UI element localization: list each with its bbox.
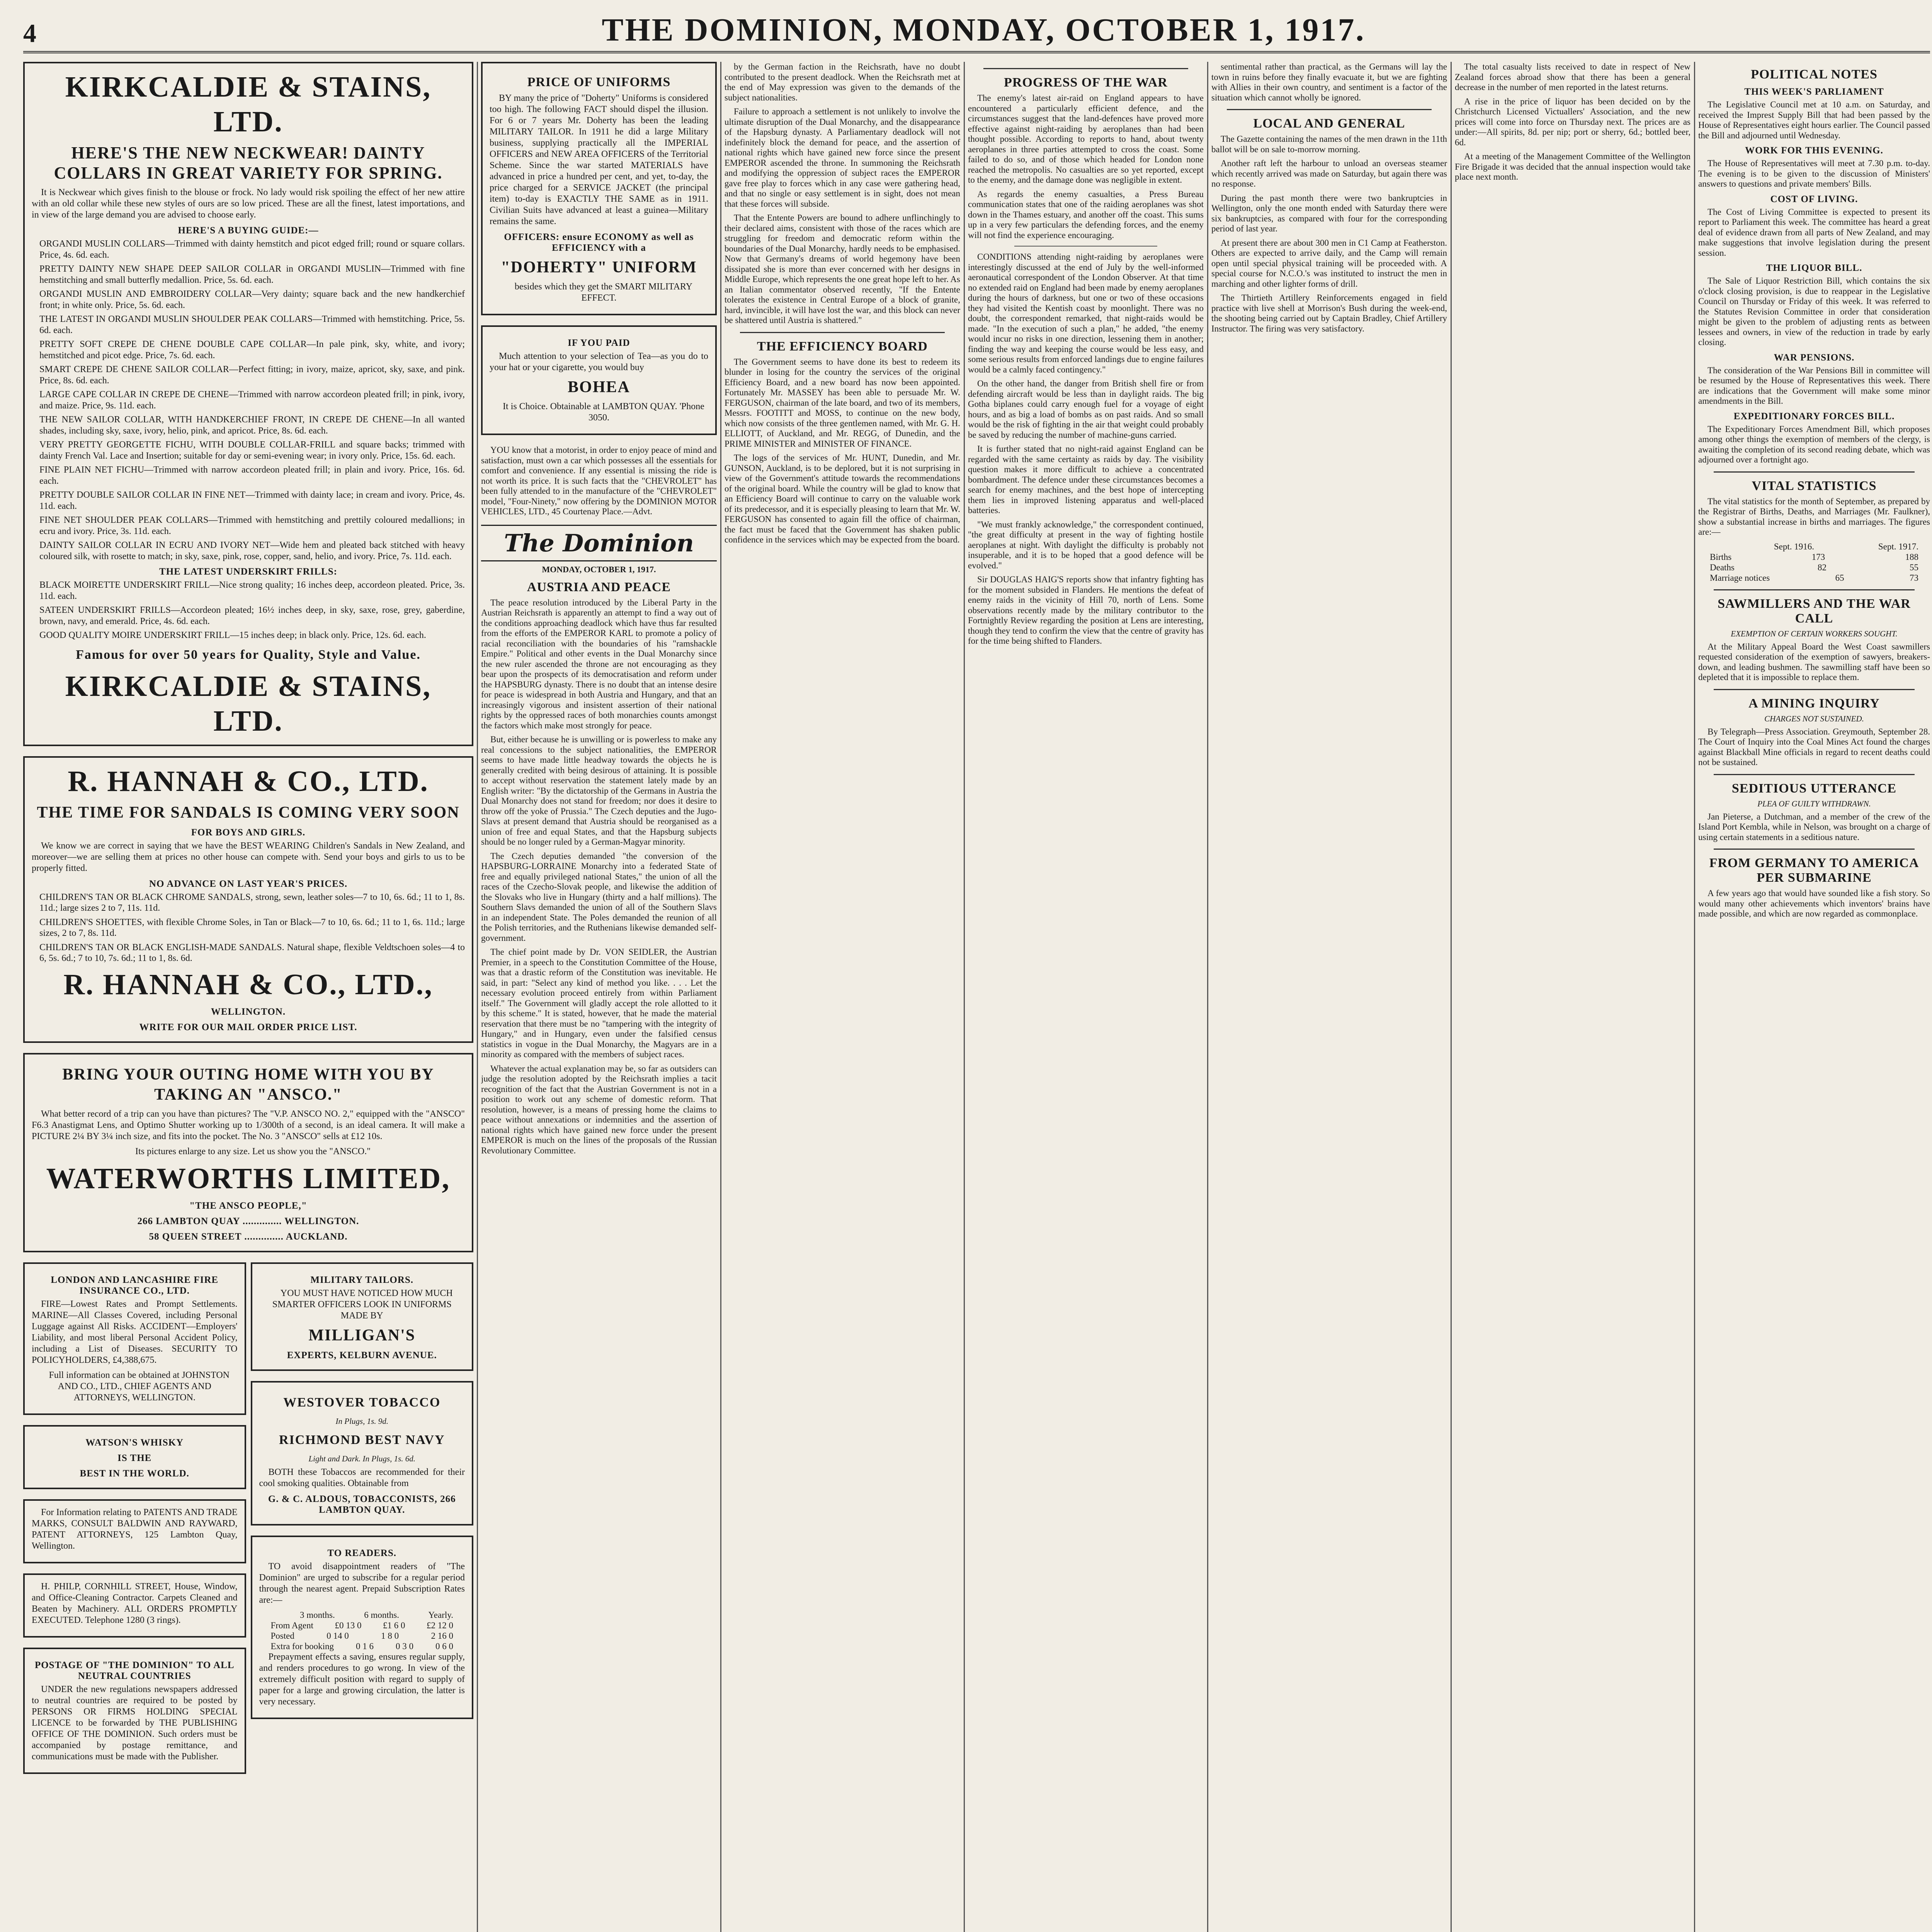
efficiency-paragraph: The logs of the services of Mr. HUNT, Dunedin, and Mr. GUNSON, Auckland, is to be deplored, but it is not surprising in view of the Government's attitude towards the recommendations of the original board. While the country will be glad to know that an Efficiency Board will continue to carry on the valuable work of its predecessor, and it is especially pleasing to learn that Mr. W. FERGUSON has consented to again fill the office of chairman, the fact must be faced that the Government has shaken public confidence in the services which may be expected from the board. — [724, 453, 960, 544]
cost-head: COST OF LIVING. — [1770, 194, 1858, 204]
editorial-paragraph: The chief point made by Dr. VON SEIDLER, the Austrian Premier, in a speech to the Constitution Committee of the House, was that a drastic reform of the Constitution was inevitable. He said, in part: "Select any kind of method you like. . . . Let the necessary evolution proceed entirely from within Parliament itself." The Government will gladly accept the role allotted to it by this scheme." It is stated, however, that he made the material reservation that there must be no "tampering with the integrity of Hungary," and in Hungary, even under the falsified census statistics in vogue in the Dual Monarchy, the Magyars are in a minority as compared with the members of subject races. — [481, 947, 717, 1059]
divider — [1714, 471, 1915, 473]
rates-head-cell: Yearly. — [428, 1610, 453, 1620]
ks-item: FINE NET SHOULDER PEAK COLLARS—Trimmed with hemstitching and prettily coloured medallions; in ecru and ivory. Price, 3s. 11d. each. — [39, 515, 465, 536]
lower-ad-right — [251, 1262, 474, 1784]
ifpaid-body: Much attention to your selection of Tea—as you do to your hat or your cigarette, you would buy — [490, 351, 708, 372]
rates-row — [259, 1631, 465, 1641]
rates-cell: 0 14 0 — [327, 1631, 349, 1641]
column-personal — [1455, 62, 1690, 1932]
ks-item: FINE PLAIN NET FICHU—Trimmed with narrow accordeon pleated frill; in plain and ivory. Price, 16s. 6d. each. — [39, 465, 465, 486]
war-body — [968, 93, 1204, 240]
vital-row — [1698, 562, 1930, 573]
editorial-paragraph: But, either because he is unwilling or is powerless to make any real concessions to the subject nationalities, the EMPEROR seems to have made little headway towards the objects he is generally credited with being desirous of attaining. It is possible to accept without reservation the statement lately made by an English writer: "By the dictatorship of the Germans in Austria the Dual Monarchy does not stand for freedom; nor does it desire to throw off the yoke of Prussia." The Czech deputies and the Jugo-Slavs at present demand that Austria should be reorganised as a union of free and equal States, and that the Hapsburg subjects should be no longer ruled by a German-Magyar minority. — [481, 735, 717, 847]
readers-head: TO READERS. — [327, 1548, 397, 1558]
motor-notice: YOU know that a motorist, in order to enjoy peace of mind and satisfaction, must own a car which possesses all the essentials for comfort and convenience. If any essential is missing the ride is not worth its price. It is such facts that the "CHEVROLET" has been fully attended to in the manufacture of the "CHEVROLET" model, "Four-Ninety," now offering by the DOMINION MOTOR VEHICLES, LTD., 45 Courtenay Place.—Advt. — [481, 445, 717, 516]
mining-sub: CHARGES NOT SUSTAINED. — [1764, 714, 1864, 723]
ks-item: PRETTY DOUBLE SAILOR COLLAR IN FINE NET—Trimmed with dainty lace; in cream and ivory. Price, 4s. 11d. each. — [39, 490, 465, 511]
whisky-line2: IS THE — [117, 1452, 152, 1463]
ll-title: LONDON AND LANCASHIRE FIRE INSURANCE CO., LTD. — [51, 1274, 219, 1296]
vital-cell: Marriage notices — [1710, 573, 1770, 583]
cost-body: The Cost of Living Committee is expected to present its report to Parliament this week. The committee has heard a great deal of evidence drawn from all parts of New Zealand, and may make suggestions that involve legislation during the present session. — [1698, 207, 1930, 258]
divider — [1227, 109, 1432, 110]
war-paragraph: The enemy's latest air-raid on England appears to have encountered a particularly efficient defence, and the circumstances suggest that the land-defences have proved more effective against night-raiding by aeroplanes than had been thought possible. According to reports to hand, about twenty aeroplanes in three parties attempted to cross the coast. Some failed to do so, and of those which headed for London none reached the metropolis. No casualties are so yet reported, except to the enemy, and the damage done was negligible in extent. — [968, 93, 1204, 185]
vital-cell: 188 — [1905, 552, 1918, 562]
work-head: WORK FOR THIS EVENING. — [1745, 145, 1883, 156]
rates-cell: Posted — [270, 1631, 294, 1641]
political-head: POLITICAL NOTES — [1751, 67, 1878, 82]
column-war — [968, 62, 1204, 1932]
liquor-body: The Sale of Liquor Restriction Bill, which contains the six o'clock closing provision, is due to reappear in the Legislative Council on Thursday or Friday of this week. It was referred to the Statutes Revision Committee in order that consideration might be given to the problem of adjusting rents as between lessees and owners, in view of the reduction in trade by early closing. — [1698, 276, 1930, 347]
pensions-body: The consideration of the War Pensions Bill in committee will be resumed by the House of Representatives this week. There are indications that the Government will make some minor amendments in the Bill. — [1698, 365, 1930, 406]
ks-item: ORGANDI MUSLIN AND EMBROIDERY COLLAR—Very dainty; square back and the new handkerchief front; in white only. Price, 5s. 6d. each. — [39, 289, 465, 310]
column-advertisements — [23, 62, 473, 1932]
london-lancashire-ad — [23, 1262, 246, 1415]
rates-cell: £2 12 0 — [426, 1620, 453, 1630]
ansco-note: Its pictures enlarge to any size. Let us show you the "ANSCO." — [135, 1146, 371, 1156]
waterworths-sub: "THE ANSCO PEOPLE," — [189, 1200, 307, 1211]
ks-guide: HERE'S A BUYING GUIDE:— — [178, 225, 319, 236]
rates-note: Prepayment effects a saving, ensures regular supply, and renders procedures to go wrong. In view of the extremely difficult position with regard to supply of paper for a large and growing circulation, the latter is very necessary. — [259, 1651, 465, 1707]
vital-head: VITAL STATISTICS — [1752, 478, 1877, 493]
ansco-headline: BRING YOUR OUTING HOME WITH YOU BY TAKING AN "ANSCO." — [62, 1065, 434, 1104]
bohea-sub: It is Choice. Obtainable at LAMBTON QUAY. 'Phone 3050. — [503, 401, 704, 423]
local-paragraph: The Gazette containing the names of the men drawn in the 11th ballot will be on sale to-morrow morning. — [1211, 134, 1447, 154]
patents-ad — [23, 1499, 246, 1563]
divider — [983, 68, 1188, 69]
column-rule — [720, 62, 721, 1932]
efficiency-body — [724, 357, 960, 545]
ks-frills-list — [32, 580, 465, 641]
ks-item: SMART CREPE DE CHENE SAILOR COLLAR—Perfect fitting; in ivory, maize, apricot, sky, saxe, and pink. Price, 8s. 6d. each. — [39, 364, 465, 386]
germany-body: A few years ago that would have sounded like a fish story. So would many other achievements which inventors' brains have made possible, and which are now regarded as commonplace. — [1698, 888, 1930, 918]
vital-cell: 55 — [1910, 562, 1918, 572]
seditious-sub: PLEA OF GUILTY WITHDRAWN. — [1757, 799, 1871, 808]
rates-cell: 0 3 0 — [395, 1641, 413, 1651]
vital-row — [1698, 573, 1930, 583]
waterworths-title: WATERWORTHS LIMITED, — [46, 1162, 451, 1195]
sawmillers-sub: EXEMPTION OF CERTAIN WORKERS SOUGHT. — [1731, 629, 1898, 638]
sawmillers-body: At the Military Appeal Board the West Coast sawmillers requested consideration of the exemption of sawyers, breakers-down, and leading bushmen. The sawmilling staff have been so depleted that it is impossible to replace them. — [1698, 641, 1930, 682]
vital-cell: Deaths — [1710, 562, 1735, 572]
rh-item: CHILDREN'S SHOETTES, with flexible Chrome Soles, in Tan or Black—7 to 10, 6s. 6d.; 11 to 1, 6s. 11d.; large sizes, 2 to 7, 8s. 11d. — [39, 917, 465, 938]
westover-name: WESTOVER TOBACCO — [283, 1395, 441, 1410]
divider — [1714, 689, 1915, 690]
rh-title: R. HANNAH & CO., LTD. — [68, 765, 429, 798]
ks-intro: It is Neckwear which gives finish to the blouse or frock. No lady would risk spoiling the effect of her new attire with an old collar while these new styles of ours are so low priced. These are all the finest, latest importations, and in view of the large demand you are advised to choose early. — [32, 187, 465, 220]
waterworths-addr1: 266 LAMBTON QUAY .............. WELLINGTON. — [137, 1216, 359, 1226]
divider — [1714, 589, 1915, 590]
political-body: The Legislative Council met at 10 a.m. on Saturday, and received the Imprest Supply Bill that had been passed by the House of Representatives eight hours earlier. The Council passed the Bill and adjourned until Wednesday. — [1698, 100, 1930, 140]
local-paragraph: During the past month there were two bankruptcies in Wellington, only the one month ended with Saturday there were six bankruptcies, as compared with four for the corresponding period of last year. — [1211, 193, 1447, 233]
rh-intro: We know we are correct in saying that we have the BEST WEARING Children's Sandals in New Zealand, and moreover—we are selling them at prices no other house can compete with. Send your boys and girls to us to be properly fitted. — [32, 840, 465, 873]
rates-cell: £1 6 0 — [383, 1620, 405, 1630]
column-rule — [1207, 62, 1208, 1932]
rates-row — [259, 1641, 465, 1651]
column-rule — [964, 62, 965, 1932]
vital-cell: 65 — [1835, 573, 1844, 583]
editorial-paragraph: That the Entente Powers are bound to adhere unflinchingly to their declared aims, consistent with those of the races which are struggling for freedom and democratic reform within the boundaries of the Dual Monarchy, hardly needs to be emphasised. Now that Germany's dreams of world hegemony have been dissipated she is more than ever concerned with her designs in Middle Europe, which represents the one great hope left to her. As an Italian commentator observed recently, "If the Entente tolerates the existence in Central Europe of a block of granite, hard, invincible, it will have lost the war, and this block can never be shattered until Austria is shattered." — [724, 213, 960, 325]
tobacco-ad — [251, 1381, 474, 1526]
rates-cell: £0 13 0 — [335, 1620, 362, 1630]
milligan-sub: EXPERTS, KELBURN AVENUE. — [287, 1350, 437, 1361]
local-head: LOCAL AND GENERAL — [1253, 116, 1405, 131]
officers-line: OFFICERS: ensure ECONOMY as well as EFFICIENCY with a — [504, 232, 694, 253]
column-uniforms — [481, 62, 717, 1932]
ks-headline: HERE'S THE NEW NECKWEAR! DAINTY COLLARS IN GREAT VARIETY FOR SPRING. — [54, 143, 443, 182]
local-paragraph: The total casualty lists received to date in respect of New Zealand forces abroad show that there has been a general decrease in the number of men reported in the latest returns. — [1455, 62, 1690, 92]
efficiency-paragraph: The Government seems to have done its best to redeem its blunder in losing for the country the services of the original Efficiency Board, and a new board has now been appointed. Fortunately Mr. MASSEY has been able to persuade Mr. W. FERGUSON, chairman of the late board, and two of its members, Messrs. FOOTITT and MOSS, to continue on the new body, which now consists of the three gentlemen named, with Mr. G. H. ELLIOTT, of Auckland, and Mr. REGG, of Dunedin, and the PRIME MINISTER and MINISTER OF FINANCE. — [724, 357, 960, 449]
watsons-whisky-ad — [23, 1425, 246, 1489]
ks-title: KIRKCALDIE & STAINS, LTD. — [65, 71, 432, 138]
ks-item: PRETTY DAINTY NEW SHAPE DEEP SAILOR COLLAR in ORGANDI MUSLIN—Trimmed with fine hemstitching and small butterfly medallion. Price, 5s. 6d. each. — [39, 264, 465, 285]
aldous-name: G. & C. ALDOUS, TOBACCONISTS, 266 LAMBTON QUAY. — [268, 1493, 456, 1515]
milligan-name: MILLIGAN'S — [308, 1326, 416, 1344]
ansco-body: What better record of a trip can you have than pictures? The "V.P. ANSCO NO. 2," equipped with the "ANSCO" F6.3 Anastigmat Lens, and Optimo Shutter working up to 1/300th of a second, is an ideal camera. It will make a PICTURE 2¼ BY 3¼ inch size, and fits into the pocket. The No. 3 "ANSCO" sells at £12 10s. — [32, 1109, 465, 1141]
divider — [740, 332, 945, 333]
bohea-ad — [481, 325, 717, 435]
war-head: PROGRESS OF THE WAR — [1004, 75, 1168, 90]
rates-head-cell: 6 months. — [364, 1610, 399, 1620]
column-rule — [477, 62, 478, 1932]
vital-col: Sept. 1916. — [1774, 541, 1814, 551]
rates-cell: 0 6 0 — [435, 1641, 453, 1651]
divider — [1714, 774, 1915, 775]
masthead-title: THE DOMINION, MONDAY, OCTOBER 1, 1917. — [602, 12, 1366, 48]
vital-col: Sept. 1917. — [1878, 541, 1918, 551]
ks-item: DAINTY SAILOR COLLAR IN ECRU AND IVORY NET—Wide hem and pleated back stitched with heavy coloured silk, with rosette to match; in sky, saxe, pink, rose, copper, sand, helio, and ivory. Price, 7s. 11d. each. — [39, 540, 465, 561]
editorial-date: MONDAY, OCTOBER 1, 1917. — [542, 564, 656, 574]
lower-ad-left — [23, 1262, 246, 1784]
ks-items-list — [32, 238, 465, 562]
ks-item: THE NEW SAILOR COLLAR, WITH HANDKERCHIEF FRONT, IN CREPE DE CHENE—In all wanted shades, including sky, saxe, ivory, helio, pink, and apricot. Price, 8s. 6d. each. — [39, 415, 465, 436]
expeditionary-body: The Expeditionary Forces Amendment Bill, which proposes among other things the exemption of members of the clergy, is awaiting the completion of its second reading debate, which was adjourned over a fortnight ago. — [1698, 424, 1930, 464]
editorial-masthead: The Dominion — [481, 525, 717, 561]
westover-sub: In Plugs, 1s. 9d. — [335, 1416, 388, 1426]
rh-mail: WRITE FOR OUR MAIL ORDER PRICE LIST. — [139, 1022, 357, 1032]
column-political — [1698, 62, 1930, 1932]
whisky-line1: WATSON'S WHISKY — [85, 1437, 184, 1448]
readers-notice — [251, 1536, 474, 1719]
milligan-ad — [251, 1262, 474, 1371]
rh-item: CHILDREN'S TAN OR BLACK ENGLISH-MADE SANDALS. Natural shape, flexible Veldtschoen soles—4 to 6, 5s. 6d.; 7 to 10, 7s. 6d.; 11 to 1, 8s. 6d. — [39, 942, 465, 963]
vital-table — [1698, 552, 1930, 583]
war-paragraph: As regards the enemy casualties, a Press Bureau communication states that one of the raiding aeroplanes was shot down in the Thames estuary, and another off the coast. This sums up in a very few particulars the defending forces, and the enemy will not find the experience encouraging. — [968, 189, 1204, 240]
rates-cell: From Agent — [270, 1620, 314, 1630]
editorial-body — [481, 598, 717, 1156]
waterworths-addr2: 58 QUEEN STREET .............. AUCKLAND. — [149, 1231, 348, 1242]
newspaper-page — [23, 62, 1930, 1932]
editorial-paragraph: The peace resolution introduced by the Liberal Party in the Austrian Reichsrath is apparently an attempt to find a way out of the conditions approaching deadlock which have thus far resulted from the efforts of the EMPEROR KARL to promote a policy of racial reconciliation with the boundaries of his "ramshackle Empire." Political and other events in the Dual Monarchy since the new ruler ascended the throne are not encouraging as they bear upon the prospects of its democratisation and reform under the HAPSBURG dynasty. There is no doubt that an intense desire for peace is widespread in both Austria and Hungary, and that an increasingly vigorous and insistent assertion of their national rights by the oppressed races of both monarchies counts amongst the factors which make most strongly for peace. — [481, 597, 717, 730]
germany-head: FROM GERMANY TO AMERICA PER SUBMARINE — [1709, 856, 1919, 885]
rh-item: CHILDREN'S TAN OR BLACK CHROME SANDALS, strong, sewn, leather soles—7 to 10, 6s. 6d.; 11 to 1, 8s. 11d.; large sizes 2 to 7, 11s. 11d. — [39, 892, 465, 913]
ll-body: FIRE—Lowest Rates and Prompt Settlements. MARINE—All Classes Covered, including Personal Luggage against All Risks. ACCIDENT—Employers' Liability, and most liberal Personal Accident Policy, including a List of Diseases. SECURITY TO POLICYHOLDERS, £4,388,675. — [32, 1299, 238, 1365]
postage-body: UNDER the new regulations newspapers addressed to neutral countries are required to be posted by PERSONS OR FIRMS HOLDING SPECIAL LICENCE to be forwarded by THE PUBLISHING OFFICE OF THE DOMINION. Such orders must be accompanied by postage remittance, and communications must be made with the Publisher. — [32, 1684, 238, 1762]
war-paragraph: On the other hand, the danger from British shell fire or from defending aircraft would be less than in daylight raids. The big Gotha biplanes could carry enough fuel for a voyage of eight hours, and as big a load of bombs as on past raids. And so small would be the risk of fighting in the air that weight could probably be saved by reducing the number of machine-guns carried. — [968, 379, 1204, 440]
kirkcaldie-ad — [23, 62, 473, 746]
rh-items-list — [32, 892, 465, 964]
mining-head: A MINING INQUIRY — [1748, 696, 1880, 711]
efficiency-head: THE EFFICIENCY BOARD — [757, 339, 928, 354]
postage-head: POSTAGE OF "THE DOMINION" TO ALL NEUTRAL COUNTRIES — [34, 1660, 235, 1681]
masthead — [23, 11, 1930, 53]
column-editorial-cont — [724, 62, 960, 1932]
ks-frill-item: SATEEN UNDERSKIRT FRILLS—Accordeon pleated; 16½ inches deep, in sky, saxe, rose, grey, gaberdine, brown, navy, and emerald. Price, 4s. 6d. each. — [39, 605, 465, 626]
ks-item: PRETTY SOFT CREPE DE CHENE DOUBLE CAPE COLLAR—In pale pink, sky, white, and ivory; hemstitched and picot edge. Price, 7s. 6d. each. — [39, 339, 465, 361]
rates-header — [259, 1610, 465, 1620]
doherty-ad — [481, 62, 717, 315]
bohea-name: BOHEA — [568, 378, 630, 396]
local-body — [1211, 134, 1447, 334]
rates-cell: 0 1 6 — [356, 1641, 374, 1651]
rh-footer: R. HANNAH & CO., LTD., — [63, 968, 433, 1001]
mining-body: By Telegraph—Press Association. Greymouth, September 28. The Court of Inquiry into the Coal Mines Act found the charges against Blackball Mine officials in regard to recent deaths could not be sustained. — [1698, 726, 1930, 767]
local-paragraph: Another raft left the harbour to unload an overseas steamer which recently arrived was made on Saturday, but again there was no response. — [1211, 158, 1447, 189]
ks-item: VERY PRETTY GEORGETTE FICHU, WITH DOUBLE COLLAR-FRILL and square backs; trimmed with dainty French Val. Lace and Insertion; suitable for day or semi-evening wear; in ivory only. Price, 15s. 6d. each. — [39, 440, 465, 461]
editorial-paragraph: Failure to approach a settlement is not unlikely to involve the ultimate disruption of the Dual Monarchy, and the disappearance of the Hapsburg dynasty. A Parliamentary deadlock will not indefinitely block the demand for peace, and the assertion of national rights which have gained new force since the present EMPEROR ascended the throne. In summoning the Reichsrath and modifying the oppression of subject races the EMPEROR gave free play to forces which in any case were gathering head, and that no single or easy settlement is in sight, does not mean that these forces will subside. — [724, 107, 960, 209]
war-paragraph: CONDITIONS attending night-raiding by aeroplanes were interestingly discussed at the end of July by the well-informed aeronautical correspondent of the London Observer. At that time no extended raid on England had been made by enemy aeroplanes during the hours of darkness, but one or two of these occasions they had visited the Kentish coast by moonlight. There was no doubt, the correspondent remarked, that night-raids would be made. "In the execution of such a plan," he added, "the enemy would incur no risks in one direction, lessening them in another; finding the way and keeping the course would be less easy, and some serious results from enforced landings due to engine failures would be a calmly faced contingency." — [968, 252, 1204, 374]
war-paragraph: Sir DOUGLAS HAIG'S reports show that infantry fighting has for the moment subsided in Flanders. He mentions the defeat of enemy raids in the vicinity of Hill 70, north of Lens. Some observations recently made by the military contributor to the Fortnightly Review regarding the position at Lens are interesting, though they tend to confirm the view that the centre of gravity has for the time being shifted to Flanders. — [968, 575, 1204, 646]
liquor-head: THE LIQUOR BILL. — [1766, 263, 1862, 273]
doherty-uniform: "DOHERTY" UNIFORM — [501, 259, 697, 276]
price-body: BY many the price of "Doherty" Uniforms is considered too high. The following FACT should dispel the illusion. For 6 or 7 years Mr. Doherty has been the leading MILITARY TAILOR. In 1911 he did a large Military business, supplying practically all the IMPERIAL OFFICERS and NEW AREA OFFICERS of the Territorial Scheme. Since the war started MATERIALS have advanced in price a hundred per cent, and yet, to-day, the price charged for a SERVICE JACKET (the principal item) to-day is EXACTLY THE SAME as in 1911. Civilian Suits have advanced at least a guinea—Military remains the same. — [490, 93, 708, 226]
rh-town: WELLINGTON. — [211, 1006, 286, 1017]
local-paragraph: A rise in the price of liquor has been decided on by the Christchurch Licensed Victuallers' Association, and the new prices will come into force on Thursday next. The prices are as under:—All spirits, 8d. per nip; port or sherry, 6d.; bottled beer, 6d. — [1455, 96, 1690, 147]
page-number: 4 — [23, 19, 37, 48]
local-top: sentimental rather than practical, as the Germans will lay the town in ruins before they finally evacuate it, but we are fighting with Allies in their own country, and sentiment is a factor of the situation which cannot wholly be ignored. — [1211, 62, 1447, 102]
patents-body: For Information relating to PATENTS AND TRADE MARKS, CONSULT BALDWIN AND RAYWARD, PATENT ATTORNEYS, 125 Lambton Quay, Wellington. — [32, 1507, 238, 1551]
column-rule — [1451, 62, 1452, 1932]
rates-head-cell: 3 months. — [300, 1610, 335, 1620]
rates-cell: 2 16 0 — [431, 1631, 453, 1641]
whisky-line3: BEST IN THE WORLD. — [80, 1468, 189, 1479]
richmond-sub: Light and Dark. In Plugs, 1s. 6d. — [308, 1454, 415, 1463]
philp-ad — [23, 1573, 246, 1638]
vital-header — [1698, 541, 1930, 552]
ks-item: THE LATEST IN ORGANDI MUSLIN SHOULDER PEAK COLLARS—Trimmed with hemstitching. Price, 5s. 6d. each. — [39, 314, 465, 335]
war-continued — [968, 252, 1204, 646]
readers-body: TO avoid disappointment readers of "The Dominion" are urged to subscribe for a regular period through the nearest agent. Prepaid Subscription Rates are:— — [259, 1561, 465, 1605]
editorial-head: AUSTRIA AND PEACE — [527, 580, 671, 594]
war-paragraph: It is further stated that no night-raid against England can be regarded with the same certainty as raids by day. The visibility question makes it more difficult to achieve a concentrated bombardment. The defence under these circumstances becomes a search for enemy machines, and the best hope of intercepting them lies in improved listening apparatus and well-placed batteries. — [968, 444, 1204, 515]
editorial-paragraph: by the German faction in the Reichsrath, have no doubt contributed to the present deadlock. When the Reichsrath met at the end of May expression was given to the demands of the subject nationalities. — [724, 62, 960, 102]
hannah-ad — [23, 756, 473, 1043]
ks-tagline: Famous for over 50 years for Quality, Style and Value. — [76, 647, 421, 662]
richmond-name: RICHMOND BEST NAVY — [279, 1432, 445, 1447]
expeditionary-head: EXPEDITIONARY FORCES BILL. — [1733, 411, 1895, 422]
rh-advance: NO ADVANCE ON LAST YEAR'S PRICES. — [149, 878, 348, 889]
doherty-sub: besides which they get the SMART MILITARY EFFECT. — [514, 282, 693, 303]
local-paragraph: At a meeting of the Management Committee of the Wellington Fire Brigade it was decided that the annual inspection would take place next month. — [1455, 151, 1690, 182]
lower-ad-grid — [23, 1262, 473, 1784]
ansco-ad — [23, 1053, 473, 1252]
seditious-head: SEDITIOUS UTTERANCE — [1731, 781, 1897, 796]
war-paragraph: "We must frankly acknowledge," the correspondent continued, "the great difficulty at present in the way of fighting hostile aeroplanes at night. With daylight the difficulty is probably not insuperable, and it is to be hoped that a good defence will be evolved." — [968, 519, 1204, 570]
vital-cell: 173 — [1811, 552, 1825, 562]
rates-row — [259, 1620, 465, 1631]
pensions-head: WAR PENSIONS. — [1774, 352, 1855, 363]
political-sub: THIS WEEK'S PARLIAMENT — [1744, 87, 1884, 97]
sawmillers-head: SAWMILLERS AND THE WAR CALL — [1718, 596, 1911, 626]
ks-frill-item: BLACK MOIRETTE UNDERSKIRT FRILL—Nice strong quality; 16 inches deep, accordeon pleated. Price, 3s. 11d. each. — [39, 580, 465, 601]
ifpaid-head: IF YOU PAID — [568, 338, 630, 348]
rates-table — [259, 1620, 465, 1651]
officers-notice: YOU MUST HAVE NOTICED HOW MUCH SMARTER OFFICERS LOOK IN UNIFORMS MADE BY — [272, 1288, 453, 1321]
editorial-continuation — [724, 62, 960, 326]
price-head: PRICE OF UNIFORMS — [527, 75, 671, 89]
ll-info: Full information can be obtained at JOHNSTON AND CO., LTD., CHIEF AGENTS AND ATTORNEYS, WELLINGTON. — [49, 1370, 230, 1403]
work-body: The House of Representatives will meet at 7.30 p.m. to-day. The evening is to be given to the discussion of Ministers' answers to questions and private members' Bills. — [1698, 158, 1930, 189]
ks-frill-item: GOOD QUALITY MOIRE UNDERSKIRT FRILL—15 inches deep; in black only. Price, 12s. 6d. each. — [39, 630, 426, 640]
editorial-paragraph: Whatever the actual explanation may be, so far as outsiders can judge the resolution adopted by the Reichsrath implies a tacit recognition of the fact that the Austrian Government is not in a position to work out any scheme of domestic reform. That resolution, however, is a means of pressing home the claims to peace without annexations or indemnities and the assertion of national rights which have gained new force under the present EMPEROR is much on the lines of the proposals of the Russian Revolutionary Committee. — [481, 1063, 717, 1155]
divider — [1014, 246, 1157, 247]
local-body-continued — [1455, 62, 1690, 182]
ks-item: LARGE CAPE COLLAR IN CREPE DE CHENE—Trimmed with narrow accordeon pleated frill; in pink, ivory, and maize. Price, 9s. 11d. each. — [39, 389, 465, 411]
column-local — [1211, 62, 1447, 1932]
tobacco-note: BOTH these Tobaccos are recommended for their cool smoking qualities. Obtainable from — [259, 1467, 465, 1488]
ks-item: ORGANDI MUSLIN COLLARS—Trimmed with dainty hemstitch and picot edged frill; round or square collars. Price, 4s. 6d. each. — [39, 239, 465, 260]
local-paragraph: At present there are about 300 men in C1 Camp at Featherston. Others are expected to arrive daily, and the Camp will remain open until special physical training will be proceeded with. A special course for N.C.O.'s was instituted to instruct the men in marching and other lighter forms of drill. — [1211, 238, 1447, 289]
ks-frills-head: THE LATEST UNDERSKIRT FRILLS: — [159, 566, 337, 577]
rates-cell: Extra for booking — [270, 1641, 334, 1651]
vital-row — [1698, 552, 1930, 562]
rates-cell: 1 8 0 — [381, 1631, 399, 1641]
column-rule — [1694, 62, 1695, 1932]
vital-cell: Births — [1710, 552, 1732, 562]
seditious-body: Jan Pieterse, a Dutchman, and a member of the crew of the Island Port Kembla, while in Nelson, was brought on a charge of using certain statements in a seditious nature. — [1698, 811, 1930, 842]
vital-body: The vital statistics for the month of September, as prepared by the Registrar of Births, Deaths, and Marriages (Mr. Faulkner), show a substantial increase in births and marriages. The figures are:— — [1698, 496, 1930, 537]
military-tailors: MILITARY TAILORS. — [310, 1274, 414, 1285]
rh-subhead: FOR BOYS AND GIRLS. — [191, 827, 306, 838]
editorial-paragraph: The Czech deputies demanded "the conversion of the HAPSBURG-LORRAINE Monarchy into a federated State of free and equally privileged national States," the union of all the races of the Czecho-Slovak people, and likewise the addition of the Slovaks who live in Hungary (thirty and a half millions). The Southern Slavs demanded the union of all of the Southern Slavs in an independent State. The Poles demanded the reunion of all the Polish territories, and the Ruthenians likewise demanded self-government. — [481, 851, 717, 943]
divider — [1714, 849, 1915, 850]
vital-cell: 82 — [1817, 562, 1827, 572]
postage-notice — [23, 1648, 246, 1774]
vital-cell: 73 — [1910, 573, 1918, 583]
rh-headline: THE TIME FOR SANDALS IS COMING VERY SOON — [37, 803, 460, 821]
local-paragraph: The Thirtieth Artillery Reinforcements engaged in field practice with live shell at Morrison's Bush during the week-end, the shooting being carried out by Captain Bradley, Chief Artillery Instructor. The firing was very satisfactory. — [1211, 293, 1447, 333]
philp-body: H. PHILP, CORNHILL STREET, House, Window, and Office-Cleaning Contractor. Carpets Cleaned and Beaten by Machinery. ALL ORDERS PROMPTLY EXECUTED. Telephone 1280 (3 rings). — [32, 1581, 238, 1625]
ks-footer: KIRKCALDIE & STAINS, LTD. — [65, 670, 432, 737]
